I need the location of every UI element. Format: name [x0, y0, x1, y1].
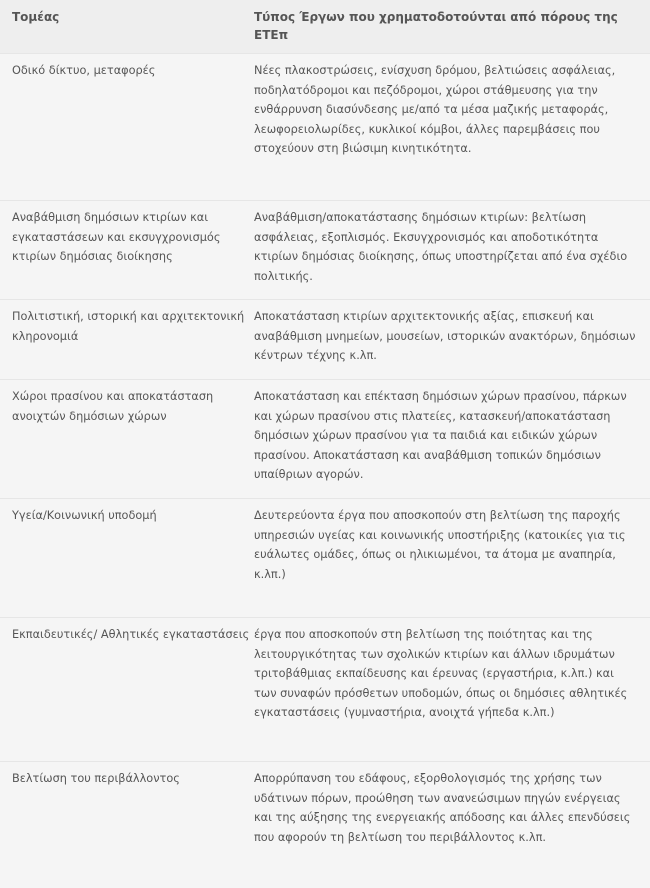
table-row	[0, 762, 650, 888]
sector-cell: Αναβάθμιση δημόσιων κτιρίων και εγκαταστάσεων και εκσυγχρονισμός κτιρίων δημόσιας διοίκησης	[12, 211, 221, 263]
sector-cell: Χώροι πρασίνου και αποκατάσταση ανοιχτών δημόσιων χώρων	[12, 390, 214, 423]
projects-cell: Αναβάθμιση/αποκατάστασης δημόσιων κτιρίων: βελτίωση ασφάλειας, εξοπλισμός. Εκσυγχρονισμός και αποδοτικότητα κτιρίων δημόσιας διοίκησης, όπως υποστηρίζεται από ένα σχέδιο πολιτικής.	[254, 211, 628, 283]
sector-cell: Εκπαιδευτικές/ Αθλητικές εγκαταστάσεις	[12, 628, 250, 641]
projects-cell: Νέες πλακοστρώσεις, ενίσχυση δρόμου, βελτιώσεις ασφάλειας, ποδηλατόδρομοι και πεζόδρομοι, χώροι στάθμευσης για την ενθάρρυνση διασύνδεσης με/από τα μέσα μαζικής μεταφοράς, λεωφορειολωρίδες, κυκλικοί κόμβοι, άλλες παρεμβάσεις που στοχεύουν στη βιώσιμη κινητικότητα.	[254, 64, 616, 155]
projects-cell: Απορρύπανση του εδάφους, εξορθολογισμός της χρήσης των υδάτινων πόρων, προώθηση των ανανεώσιμων πηγών ενέργειας και της αύξησης της ενεργειακής απόδοσης και άλλες επενδύσεις που αφορούν τη βελτίωση του περιβάλλοντος κ.λπ.	[254, 772, 631, 844]
table-row	[0, 201, 650, 300]
sector-cell: Πολιτιστική, ιστορική και αρχιτεκτονική κληρονομιά	[12, 310, 245, 343]
sector-cell: Υγεία/Κοινωνική υποδομή	[12, 509, 157, 522]
table-row	[0, 499, 650, 618]
table-row	[0, 300, 650, 380]
header-sector: Τομέας	[12, 10, 60, 24]
projects-cell: Αποκατάσταση και επέκταση δημόσιων χώρων πρασίνου, πάρκων και χώρων πρασίνου στις πλατείες, κατασκευή/αποκατάσταση δημόσιων χώρων πρασίνου για τα παιδιά και ειδικών χώρων πρασίνου. Αποκατάσταση και αναβάθμιση τοπικών δημόσιων υπαίθριων αγορών.	[254, 390, 627, 481]
sector-cell: Οδικό δίκτυο, μεταφορές	[12, 64, 156, 77]
table-header	[0, 0, 650, 54]
table-row	[0, 618, 650, 762]
sector-cell: Βελτίωση του περιβάλλοντος	[12, 772, 180, 785]
table-row	[0, 380, 650, 499]
table-row	[0, 54, 650, 201]
projects-cell: Δευτερεύοντα έργα που αποσκοπούν στη βελτίωση της παροχής υπηρεσιών υγείας και κοινωνικής υποστήριξης (κατοικίες για τις ευάλωτες ομάδες, όπως οι ηλικιωμένοι, τα άτομα με αναπηρία, κ.λπ.)	[254, 509, 626, 581]
projects-cell: Αποκατάσταση κτιρίων αρχιτεκτονικής αξίας, επισκευή και αναβάθμιση μνημείων, μουσείων, ιστορικών ανακτόρων, δημόσιων κέντρων τέχνης κ.λπ.	[254, 310, 636, 362]
header-project-types: Τύπος Έργων που χρηματοδοτούνται από πόρους της ΕΤΕπ	[254, 10, 618, 42]
projects-cell: έργα που αποσκοπούν στη βελτίωση της ποιότητας και της λειτουργικότητας των σχολικών κτιρίων και άλλων ιδρυμάτων τριτοβάθμιας εκπαίδευσης και έρευνας (εργαστήρια, κ.λπ.) και των συναφών πρόσθετων υποδομών, όπως οι δημόσιες αθλητικές εγκαταστάσεις (γυμναστήρια, ανοιχτά γήπεδα κ.λπ.)	[254, 628, 628, 719]
